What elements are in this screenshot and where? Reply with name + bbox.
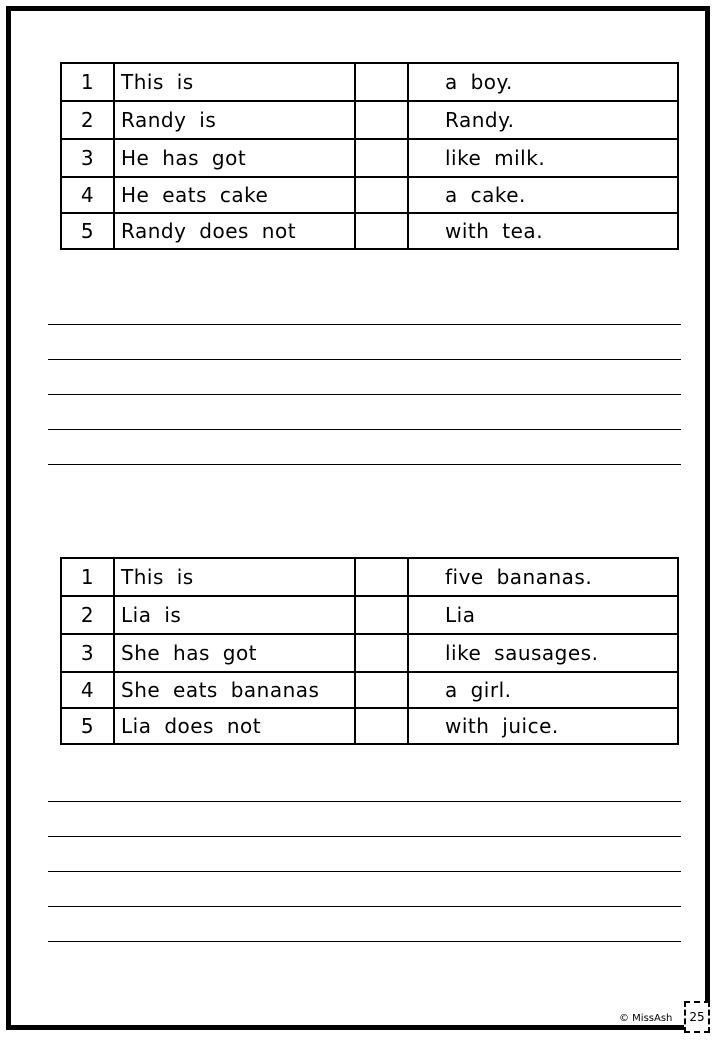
answer-box[interactable] — [355, 596, 408, 634]
table-row — [61, 672, 678, 708]
sentence-end: Lia — [408, 596, 678, 634]
sentence-start: He has got — [114, 139, 355, 177]
writing-lines-1 — [48, 290, 681, 465]
sentence-end: five bananas. — [408, 558, 678, 596]
row-number: 2 — [61, 596, 114, 634]
writing-line[interactable] — [48, 767, 681, 802]
answer-box[interactable] — [355, 708, 408, 744]
writing-line[interactable] — [48, 872, 681, 907]
answer-box[interactable] — [355, 101, 408, 139]
table-row — [61, 63, 678, 101]
page-number: 25 — [684, 1001, 710, 1033]
table-row — [61, 708, 678, 744]
sentence-end: a boy. — [408, 63, 678, 101]
sentence-end: like milk. — [408, 139, 678, 177]
table-row — [61, 213, 678, 249]
row-number: 3 — [61, 634, 114, 672]
writing-line[interactable] — [48, 907, 681, 942]
sentence-start: Lia does not — [114, 708, 355, 744]
row-number: 1 — [61, 63, 114, 101]
writing-line[interactable] — [48, 325, 681, 360]
sentence-end: a cake. — [408, 177, 678, 213]
row-number: 2 — [61, 101, 114, 139]
row-number: 1 — [61, 558, 114, 596]
table-row — [61, 101, 678, 139]
table-row — [61, 596, 678, 634]
row-number: 5 — [61, 708, 114, 744]
matching-table-2 — [60, 557, 679, 745]
answer-box[interactable] — [355, 63, 408, 101]
sentence-start: She eats bananas — [114, 672, 355, 708]
sentence-start: This is — [114, 558, 355, 596]
table-row — [61, 177, 678, 213]
writing-line[interactable] — [48, 395, 681, 430]
matching-table-1 — [60, 62, 679, 250]
sentence-start: This is — [114, 63, 355, 101]
answer-box[interactable] — [355, 139, 408, 177]
row-number: 3 — [61, 139, 114, 177]
sentence-end: Randy. — [408, 101, 678, 139]
writing-line[interactable] — [48, 837, 681, 872]
answer-box[interactable] — [355, 177, 408, 213]
writing-line[interactable] — [48, 290, 681, 325]
writing-lines-2 — [48, 767, 681, 942]
sentence-start: She has got — [114, 634, 355, 672]
sentence-end: like sausages. — [408, 634, 678, 672]
sentence-start: Randy does not — [114, 213, 355, 249]
answer-box[interactable] — [355, 558, 408, 596]
sentence-start: Lia is — [114, 596, 355, 634]
answer-box[interactable] — [355, 672, 408, 708]
row-number: 4 — [61, 177, 114, 213]
copyright-notice: © MissAsh — [619, 1013, 673, 1024]
table-row — [61, 634, 678, 672]
sentence-end: a girl. — [408, 672, 678, 708]
answer-box[interactable] — [355, 634, 408, 672]
answer-box[interactable] — [355, 213, 408, 249]
writing-line[interactable] — [48, 430, 681, 465]
row-number: 5 — [61, 213, 114, 249]
sentence-end: with tea. — [408, 213, 678, 249]
table-row — [61, 558, 678, 596]
row-number: 4 — [61, 672, 114, 708]
writing-line[interactable] — [48, 360, 681, 395]
sentence-start: Randy is — [114, 101, 355, 139]
writing-line[interactable] — [48, 802, 681, 837]
table-row — [61, 139, 678, 177]
sentence-end: with juice. — [408, 708, 678, 744]
sentence-start: He eats cake — [114, 177, 355, 213]
